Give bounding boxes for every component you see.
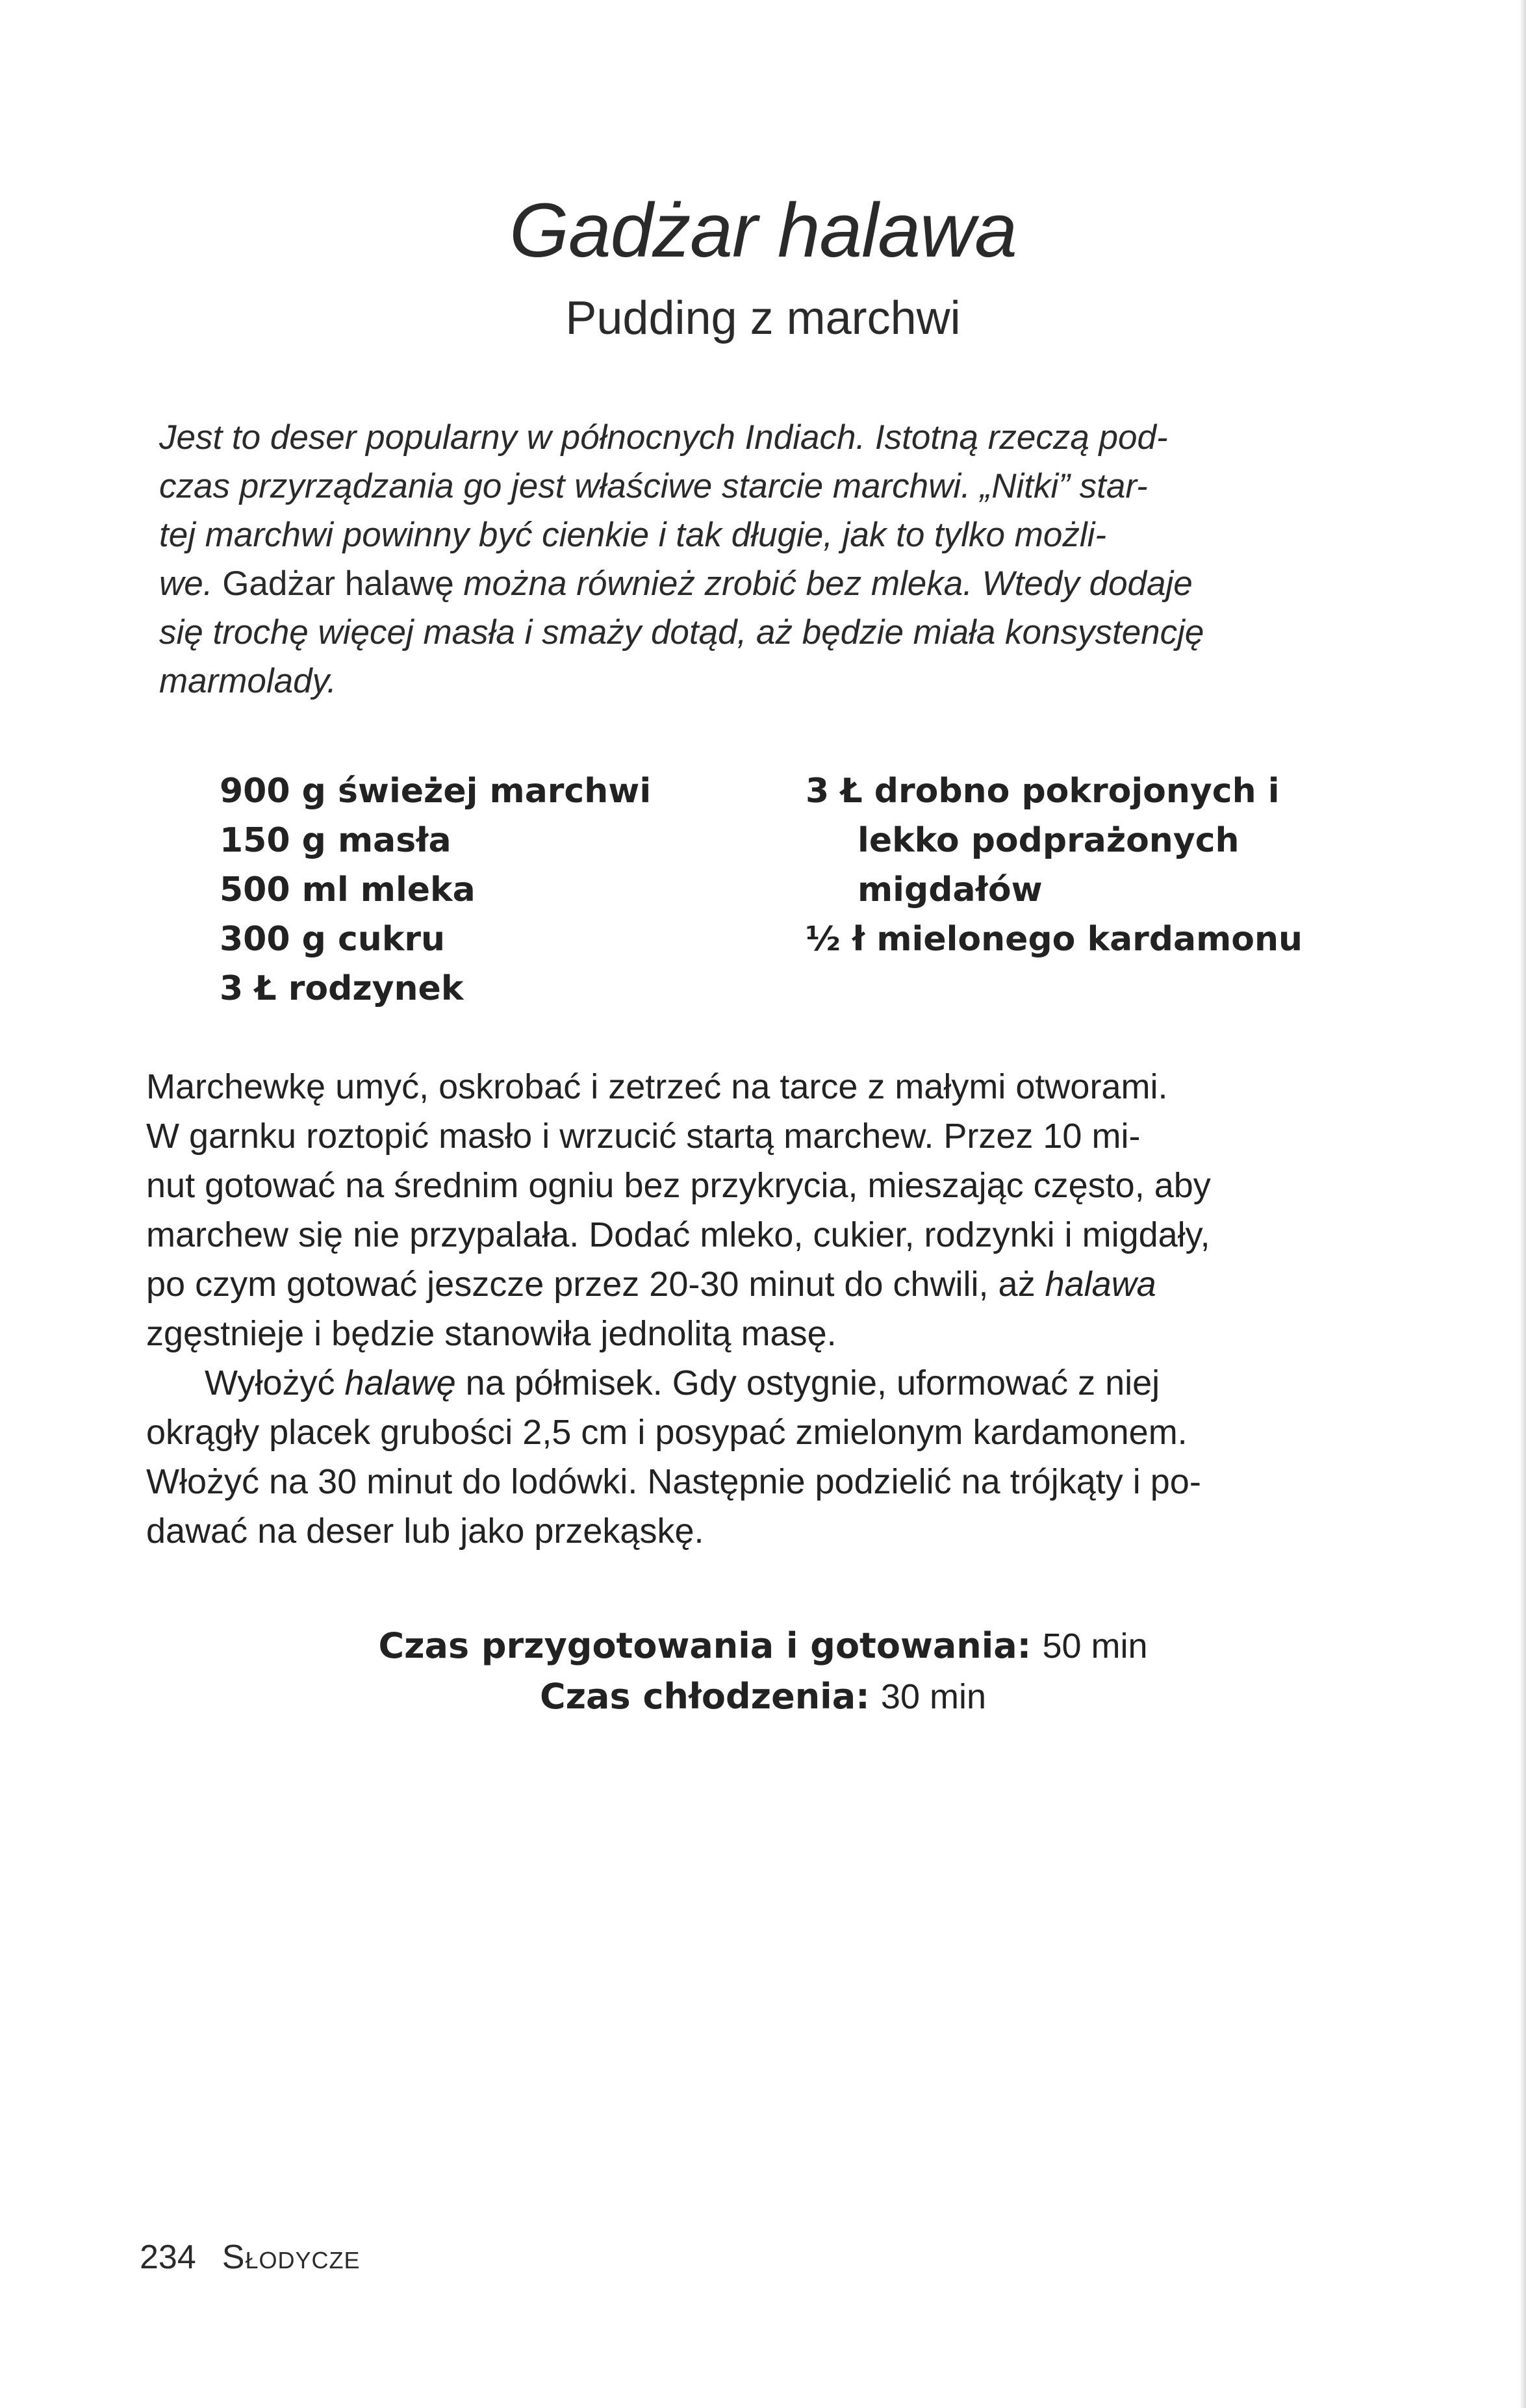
method-line: W garnku roztopić masło i wrzucić startą marchew. Przez 10 mi- xyxy=(146,1117,1141,1156)
ingredient-item: ½ ł mielonego kardamonu xyxy=(806,920,1303,959)
intro-line: czas przyrządzania go jest właściwe starcie marchwi. „Nitki” star- xyxy=(159,467,1148,505)
ingredient-item-continuation: lekko podprażonych xyxy=(858,821,1240,860)
chill-time-value: 30 min xyxy=(880,1677,986,1716)
intro-line: Jest to deser popularny w północnych Indiach. Istotną rzeczą pod- xyxy=(159,418,1168,457)
recipe-subtitle: Pudding z marchwi xyxy=(565,292,961,344)
intro-line: tej marchwi powinny być cienkie i tak długie, jak to tylko możli- xyxy=(159,516,1107,554)
ingredient-item: 3 Ł rodzynek xyxy=(220,969,464,1008)
chill-time-label: Czas chłodzenia: xyxy=(540,1676,870,1717)
intro-paragraph xyxy=(159,413,1393,705)
recipe-title: Gadżar halawa xyxy=(509,188,1017,273)
intro-text: we. xyxy=(159,564,223,603)
ingredients-left-column xyxy=(220,767,651,1013)
prep-time-value: 50 min xyxy=(1042,1627,1148,1666)
method-line: okrągły placek grubości 2,5 cm i posypać zmielonym kardamonem. xyxy=(146,1413,1188,1452)
page-number: 234 xyxy=(140,2238,196,2276)
method-line: dawać na deser lub jako przekąskę. xyxy=(146,1512,704,1551)
method-line: marchew się nie przypalała. Dodać mleko, cukier, rodzynki i migdały, xyxy=(146,1215,1210,1254)
method-text-part: na półmisek. Gdy ostygnie, uformować z niej xyxy=(455,1363,1160,1402)
intro-line xyxy=(159,559,1393,608)
ingredient-item: 500 ml mleka xyxy=(220,870,476,909)
method-line xyxy=(146,1260,1393,1309)
intro-text: można również zrobić bez mleka. Wtedy dodaje xyxy=(453,564,1193,603)
dish-name-italic: halawę xyxy=(344,1363,456,1402)
method-line: nut gotować na średnim ogniu bez przykrycia, mieszając często, aby xyxy=(146,1166,1211,1205)
ingredients-right-column xyxy=(806,767,1303,964)
ingredient-item: 300 g cukru xyxy=(220,920,446,959)
method-line: Marchewkę umyć, oskrobać i zetrzeć na tarce z małymi otworami. xyxy=(146,1067,1168,1106)
section-name: Słodycze xyxy=(222,2238,361,2276)
method-text xyxy=(146,1062,1393,1556)
time-info xyxy=(0,1621,1526,1722)
dish-name-italic: halawa xyxy=(1045,1265,1156,1304)
intro-line: marmolady. xyxy=(159,662,337,700)
intro-line: się trochę więcej masła i smaży dotąd, aż będzie miała konsystencję xyxy=(159,613,1204,652)
ingredient-item: 3 Ł drobno pokrojonych i xyxy=(806,772,1280,811)
prep-time xyxy=(0,1621,1526,1671)
page-footer xyxy=(140,2238,360,2277)
method-line xyxy=(146,1358,1393,1408)
ingredient-item: 150 g masła xyxy=(220,821,451,860)
method-line: Włożyć na 30 minut do lodówki. Następnie podzielić na trójkąty i po- xyxy=(146,1462,1201,1501)
ingredient-item-continuation: migdałów xyxy=(858,870,1043,909)
dish-name: Gadżar halawę xyxy=(222,564,454,603)
ingredient-item: 900 g świeżej marchwi xyxy=(220,772,652,811)
prep-time-label: Czas przygotowania i gotowania: xyxy=(378,1625,1032,1666)
method-text-part: Wyłożyć xyxy=(205,1363,345,1402)
method-text-part: po czym gotować jeszcze przez 20-30 minut do chwili, aż xyxy=(146,1265,1045,1304)
method-line: zgęstnieje i będzie stanowiła jednolitą masę. xyxy=(146,1314,837,1353)
page-edge-shadow xyxy=(1520,0,1526,2408)
chill-time xyxy=(0,1671,1526,1722)
